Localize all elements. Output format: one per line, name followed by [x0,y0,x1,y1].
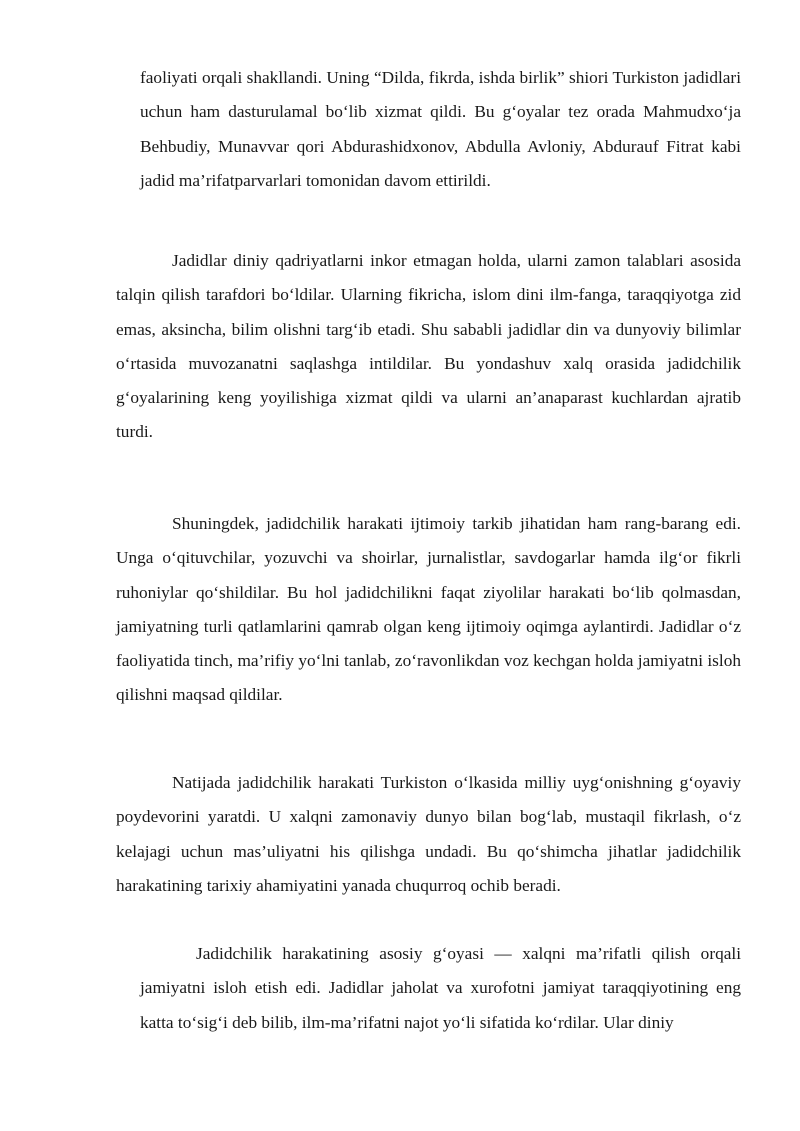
paragraph-4: Natijada jadidchilik harakati Turkiston o‘lkasida milliy uyg‘onishning g‘oyaviy poydevorini yaratdi. U xalqni zamonaviy dunyo bilan bog‘lab, mustaqil fikrlash, o‘z kelajagi uchun mas’uliyatni his qilishga undadi. Bu qo‘shimcha jihatlar jadidchilik harakatining tarixiy ahamiyatini yanada chuqurroq ochib beradi. [116,773,741,895]
paragraph-5: Jadidchilik harakatining asosiy g‘oyasi — xalqni ma’rifatli qilish orqali jamiyatni isloh etish edi. Jadidlar jaholat va xurofotni jamiyat taraqqiyotining eng katta to‘sig‘i deb bilib, ilm-ma’rifatni najot yo‘li sifatida ko‘rdilar. Ular diniy [140,944,741,1032]
paragraph-1: faoliyati orqali shakllandi. Uning “Dilda, fikrda, ishda birlik” shiori Turkiston jadidlari uchun ham dasturulamal bo‘lib xizmat qildi. Bu g‘oyalar tez orada Mahmudxo‘ja Behbudiy, Munavvar qori Abdurashidxonov, Abdulla Avloniy, Abdurauf Fitrat kabi jadid ma’rifatparvarlari tomonidan davom ettirildi. [140,68,741,190]
paragraph-3: Shuningdek, jadidchilik harakati ijtimoiy tarkib jihatidan ham rang-barang edi. Unga o‘qituvchilar, yozuvchi va shoirlar, jurnalistlar, savdogarlar hamda ilg‘or fikrli ruhoniylar qo‘shildilar. Bu hol jadidchilikni faqat ziyolilar harakati bo‘lib qolmasdan, jamiyatning turli qatlamlarini qamrab olgan keng ijtimoiy oqimga aylantirdi. Jadidlar o‘z faoliyatida tinch, ma’rifiy yo‘lni tanlab, zo‘ravonlikdan voz kechgan holda jamiyatni isloh qilishni maqsad qildilar. [116,514,741,705]
paragraph-2: Jadidlar diniy qadriyatlarni inkor etmagan holda, ularni zamon talablari asosida talqin qilish tarafdori bo‘ldilar. Ularning fikricha, islom dini ilm-fanga, taraqqiyotga zid emas, aksincha, bilim olishni targ‘ib etadi. Shu sababli jadidlar din va dunyoviy bilimlar o‘rtasida muvozanatni saqlashga intildilar. Bu yondashuv xalq orasida jadidchilik g‘oyalarining keng yoyilishiga xizmat qildi va ularni an’anaparast kuchlardan ajratib turdi. [116,251,741,442]
